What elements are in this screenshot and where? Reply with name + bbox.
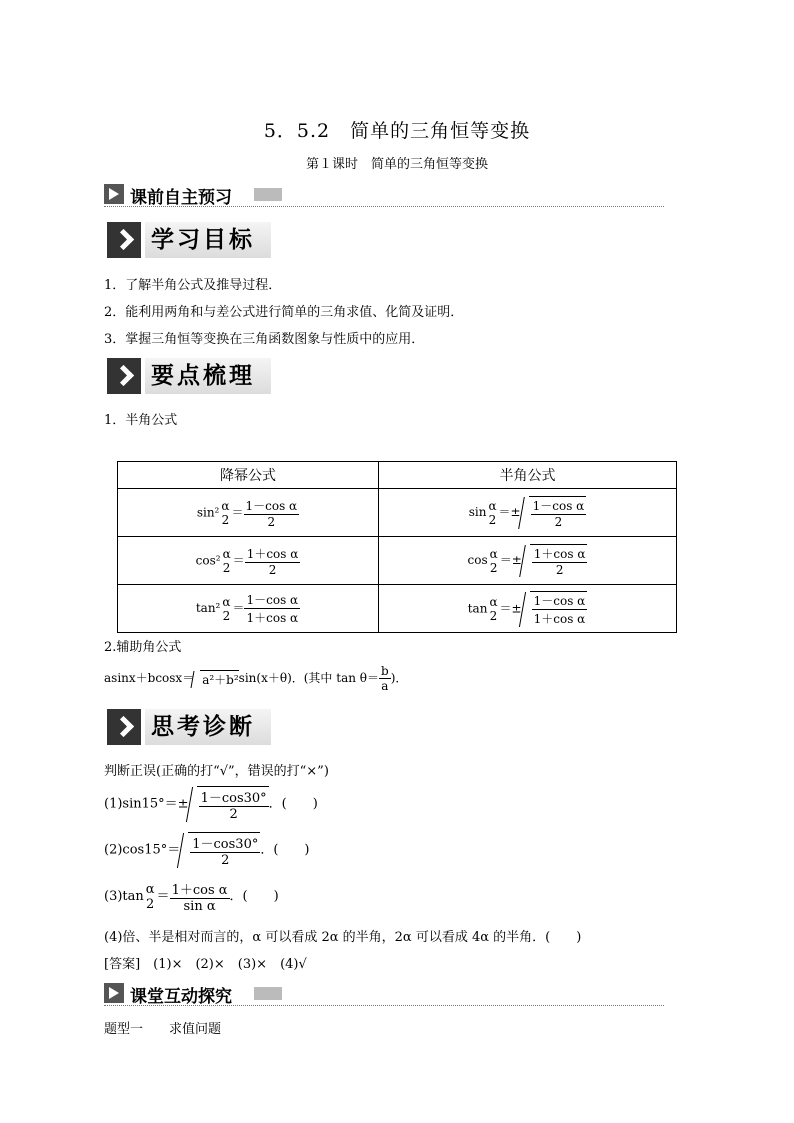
question-3: (3)tan α 2 ＝ $\frac{\text{1＋cos α}}{\text{sin α}}$ ．( ) (104, 879, 279, 914)
formula-cell: tan α 2 ＝± $\frac{\text{1－cos α}}{\text{1＋cos α}}$ (379, 585, 677, 633)
formula-table (117, 461, 677, 633)
goal-3: 3．掌握三角恒等变换在三角函数图象与性质中的应用． (104, 332, 425, 347)
play-icon (104, 184, 124, 204)
question-2: (2)cos15°＝ $\frac{1-\cos 30^\circ}{2}$ ．( ) (104, 832, 310, 868)
play-icon (104, 983, 124, 1003)
goal-1: 1．了解半角公式及推导过程． (104, 278, 282, 293)
banner-points-label: 要点梳理 (145, 358, 271, 394)
question-4: (4)倍、半是相对而言的，α 可以看成 2α 的半角，2α 可以看成 4α 的半角．( ) (104, 930, 582, 945)
aux-heading: 2.辅助角公式 (104, 640, 182, 655)
header-power-reduction: 降幂公式 (118, 462, 379, 489)
question-1: (1)sin15°＝± $\frac{1-\cos 30^\circ}{2}$ ．( ) (104, 786, 318, 822)
check-arrow-icon (107, 709, 141, 745)
formula-cell: cos α 2 ＝± $\frac{\text{1＋cos α}}{2}$ (379, 537, 677, 585)
answer-line (104, 953, 307, 972)
banner-goals-label: 学习目标 (145, 222, 271, 258)
banner-diagnosis-label: 思考诊断 (145, 709, 271, 745)
section-preview (104, 183, 664, 208)
section-preview-label: 课前自主预习 (130, 188, 232, 208)
goal-2: 2．能利用两角和与差公式进行简单的三角求值、化简及证明． (104, 305, 464, 320)
check-arrow-icon (107, 358, 141, 394)
formula-cell: sin α 2 ＝± $\frac{\text{1－cos α}}{2}$ (379, 489, 677, 537)
type-heading: 题型一 求值问题 (104, 1022, 222, 1037)
header-half-angle: 半角公式 (379, 462, 677, 489)
banner-goals (107, 222, 271, 258)
formula-cell: sin² α 2 ＝ $\frac{\text{1－cos α}}{2}$ (118, 489, 379, 537)
page-title: 5．5.2 简单的三角恒等变换 (263, 120, 531, 142)
banner-diagnosis (107, 709, 271, 745)
answer-text: (1)× (2)× (3)× (4)√ (140, 957, 307, 972)
aux-formula: asinx＋bcosx＝ a²＋b²sin(x＋θ)．(其中 tan θ＝ $\frac{b}{a}$ )． (104, 664, 408, 693)
banner-points (107, 358, 271, 394)
check-arrow-icon (107, 222, 141, 258)
formula-cell: cos² α 2 ＝ $\frac{\text{1＋cos α}}{2}$ (118, 537, 379, 585)
section-classroom-label: 课堂互动探究 (130, 987, 232, 1007)
formula-cell: tan² α 2 ＝ $\frac{\text{1－cos α}}{\text{1＋cos α}}$ (118, 585, 379, 633)
section-classroom (104, 982, 664, 1007)
answer-label: [答案] (104, 957, 141, 972)
half-angle-heading: 1．半角公式 (104, 413, 178, 428)
judge-intro: 判断正误(正确的打“√”，错误的打“×”) (104, 764, 329, 779)
page-subtitle: 第１课时 简单的三角恒等变换 (305, 157, 488, 172)
